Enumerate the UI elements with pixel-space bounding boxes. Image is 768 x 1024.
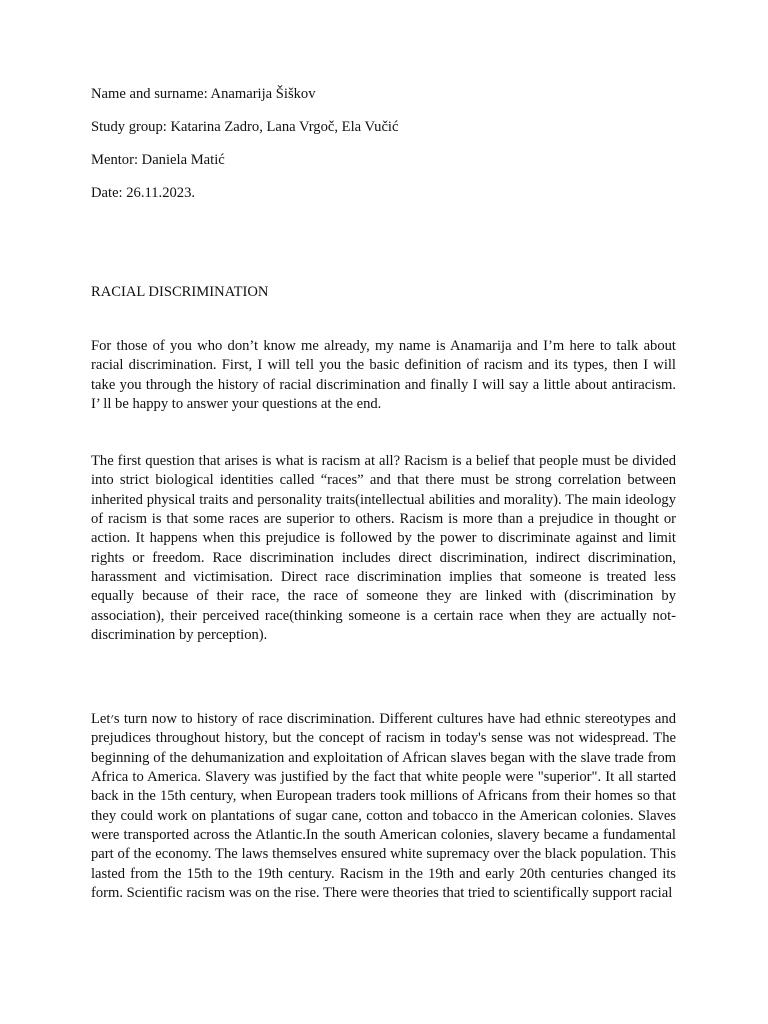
document-title: RACIAL DISCRIMINATION xyxy=(91,284,269,300)
paragraph-definition: The first question that arises is what is racism at all? Racism is a belief that people must be divided into strict biological identities called “races” and that there must be strong correlation between inherited physical traits and personality traits(intellectual abilities and morality). The main ideology of racism is that some races are superior to others. Racism is more than a prejudice in thought or action. It happens when this prejudice is followed by the power to discriminate against and limit rights or freedom. Race discrimination includes direct discrimination, indirect discrimination, harassment and victimisation. Direct race discrimination implies that someone is treated less equally because of their race, the race of someone they are linked with (discrimination by association), their perceived race(thinking someone is a certain race when they are actually not- discrimination by perception). xyxy=(91,453,676,643)
paragraph-intro: For those of you who don’t know me already, my name is Anamarija and I’m here to talk about racial discrimination. First, I will tell you the basic definition of racism and its types, then I will take you through the history of racial discrimination and finally I will say a little about antiracism. I’ ll be happy to answer your questions at the end. xyxy=(91,338,676,412)
date-line: Date: 26.11.2023. xyxy=(91,185,196,201)
study-group-line: Study group: Katarina Zadro, Lana Vrgoč, Ela Vučić xyxy=(91,119,399,135)
document-body xyxy=(91,84,676,903)
name-line: Name and surname: Anamarija Šiškov xyxy=(91,86,316,102)
paragraph-history: Let׳s turn now to history of race discrimination. Different cultures have had ethnic stereotypes and prejudices throughout history, but the concept of racism in today's sense was not widespread. The beginning of the dehumanization and exploitation of African slaves began with the slave trade from Africa to America. Slavery was justified by the fact that white people were "superior". It all started back in the 15th century, when European traders took millions of Africans from their homes so that they could work on plantations of sugar cane, cotton and tobacco in the American colonies. Slaves were transported across the Atlantic.In the south American colonies, slavery became a fundamental part of the economy. The laws themselves ensured white supremacy over the black population. This lasted from the 15th to the 19th century. Racism in the 19th and early 20th centuries changed its form. Scientific racism was on the rise. There were theories that tried to scientifically support racial xyxy=(91,711,676,901)
mentor-line: Mentor: Daniela Matić xyxy=(91,152,225,168)
